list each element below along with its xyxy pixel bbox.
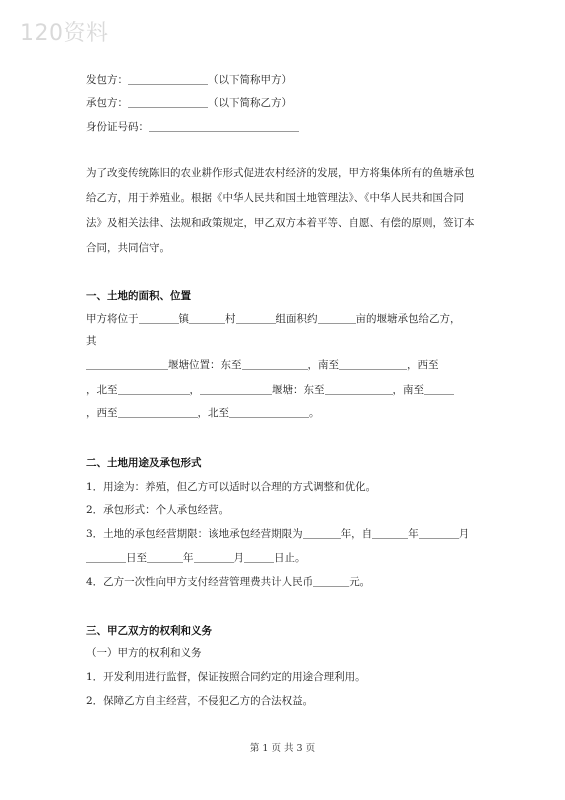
- pond2-north-blank: [229, 406, 309, 418]
- s2-fee-unit: 元。: [349, 576, 371, 588]
- pond1-east-blank: [242, 358, 308, 370]
- term-years-blank: [303, 527, 341, 539]
- s1-south: ，南至: [307, 359, 339, 371]
- watermark-logo: 120资料: [20, 21, 109, 46]
- section-1-line-1: [86, 312, 461, 326]
- s1-west: ，西至: [407, 359, 439, 371]
- section-2-item-1: 1．用途为：养殖，但乙方可以适时以合理的方式调整和优化。: [86, 481, 377, 493]
- area-blank: [318, 312, 356, 324]
- s1-text-a: 甲方将位于: [86, 313, 139, 325]
- section-1-line-4: [86, 383, 454, 397]
- s1-text-b: 镇: [178, 313, 189, 325]
- section-3-item-2: 2．保障乙方自主经营，不侵犯乙方的合法权益。: [86, 695, 314, 707]
- s2-year-from: 年，自: [340, 528, 373, 540]
- intro-line-2: 给乙方，用于养殖业。根据《中华人民共和国土地管理法》、《中华人民共和国合同: [86, 192, 464, 204]
- end-year-blank: [147, 551, 183, 563]
- s1-text-c: 村: [225, 313, 236, 325]
- section-2-item-3-cont: [86, 551, 306, 565]
- intro-line-1: 为了改变传统陈旧的农业耕作形式促进农村经济的发展，甲方将集体所有的鱼塘承包: [86, 167, 475, 179]
- s2-year: 年: [408, 528, 419, 540]
- end-day-blank: [244, 551, 274, 563]
- village-blank: [189, 312, 225, 324]
- s2-term-label: 3．土地的承包经营期限：该地承包经营期限为: [86, 528, 303, 540]
- end-month-blank: [194, 551, 234, 563]
- s2-month-end: 月: [233, 552, 244, 564]
- section-3-item-1: 1．开发利用进行监督，保证按照合同约定的用途合理利用。: [86, 671, 366, 683]
- start-year-blank: [372, 527, 408, 539]
- section-3-title: 三、甲乙双方的权利和义务: [86, 625, 212, 637]
- section-1-line-5: [86, 406, 320, 420]
- s2-fee-label: 4．乙方一次性向甲方支付经营管理费共计人民币: [86, 576, 314, 588]
- start-day-blank: [86, 551, 126, 563]
- intro-line-3: 法》及相关法律、法规和政策规定，甲乙双方本着平等、自愿、有偿的原则，签订本: [86, 217, 475, 229]
- group-blank: [236, 312, 276, 324]
- s1-north: ，北至: [86, 384, 118, 396]
- pond1-north-blank: [118, 383, 190, 395]
- pond2-name-blank: [200, 383, 272, 395]
- party-b-note: （以下简称乙方）: [208, 97, 292, 109]
- section-2-item-3: [86, 527, 469, 541]
- s1-period: 。: [309, 407, 320, 419]
- town-blank: [139, 312, 179, 324]
- s2-end: 日止。: [274, 552, 306, 564]
- s1-pond-label: 堰塘：东至: [272, 384, 325, 396]
- s1-west-2: ，西至: [86, 407, 118, 419]
- s2-year-end: 年: [183, 552, 194, 564]
- section-2-title: 二、土地用途及承包形式: [86, 457, 202, 469]
- intro-line-4: 合同，共同信守。: [86, 242, 170, 254]
- section-2-item-4: [86, 575, 370, 589]
- page-number: 第 1 页 共 3 页: [249, 743, 316, 754]
- section-2-item-2: 2．承包形式：个人承包经营。: [86, 504, 230, 516]
- s2-month: 月: [458, 528, 470, 540]
- start-month-blank: [419, 527, 459, 539]
- pond2-west-blank: [118, 406, 198, 418]
- id-line: [86, 120, 299, 134]
- section-1-line-3: [86, 358, 439, 372]
- party-a-blank: [128, 73, 208, 85]
- pond1-south-blank: [339, 358, 407, 370]
- section-1-line-2: 其: [86, 335, 97, 347]
- section-3-sub-1: （一）甲方的权利和义务: [86, 647, 202, 659]
- party-a-label: 发包方：: [86, 74, 128, 86]
- s2-day-to: 日至: [126, 552, 147, 564]
- party-a-line: [86, 73, 292, 87]
- s1-north-2: ，北至: [197, 407, 229, 419]
- party-b-line: [86, 96, 292, 110]
- section-1-title: 一、土地的面积、位置: [86, 290, 191, 302]
- s1-south-2: ，南至: [392, 384, 424, 396]
- pond1-name-blank: [86, 358, 168, 370]
- s1-comma: ，: [189, 384, 200, 396]
- pond2-south-blank: [424, 383, 454, 395]
- s1-loc-label: 堰塘位置：东至: [168, 359, 242, 371]
- party-b-label: 承包方：: [86, 97, 128, 109]
- id-blank: [149, 120, 299, 132]
- id-label: 身份证号码：: [86, 121, 149, 133]
- pond2-east-blank: [325, 383, 393, 395]
- fee-blank: [313, 575, 349, 587]
- s1-text-e: 亩的堰塘承包给乙方，: [355, 313, 461, 325]
- s1-text-d: 组面积约: [275, 313, 318, 325]
- party-b-blank: [128, 96, 208, 108]
- party-a-note: （以下简称甲方）: [208, 74, 292, 86]
